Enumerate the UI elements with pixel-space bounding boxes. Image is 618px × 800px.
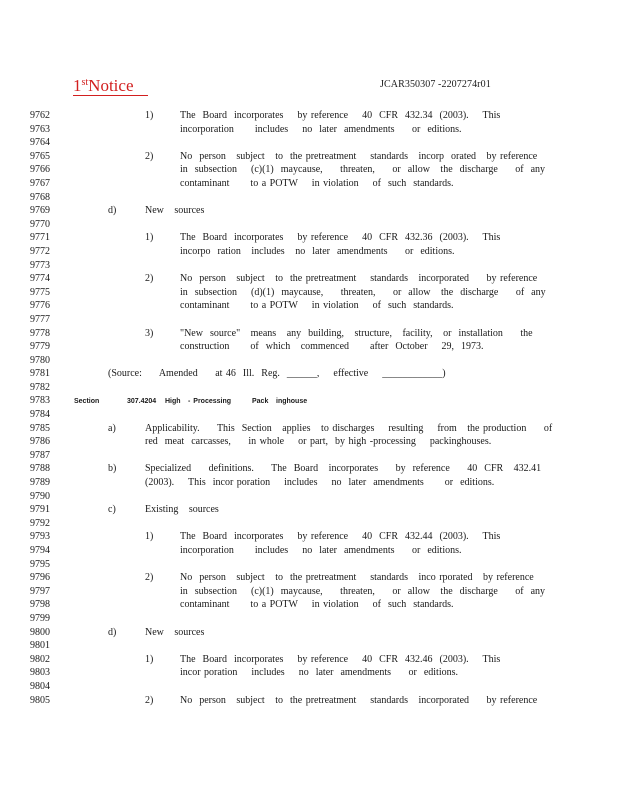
document-line [0, 367, 618, 381]
document-line [0, 381, 618, 395]
line-number: 9773 [30, 259, 50, 271]
line-number: 9798 [30, 599, 50, 611]
line-text: construction of which commenced after October 29, 1973. [180, 341, 484, 353]
line-text: No person subject to the pretreatment standards inco rporated by reference [180, 572, 534, 584]
doc-id: JCAR350307 -2207274r01 [380, 79, 491, 90]
line-text: The Board incorporates by reference 40 CFR 432.36 (2003). This [180, 232, 501, 244]
line-number: 9763 [30, 123, 50, 135]
line-text: 2) [145, 273, 154, 285]
document-line [0, 476, 618, 490]
document-line [0, 449, 618, 463]
line-number: 9805 [30, 694, 50, 706]
document-line [0, 136, 618, 150]
document-body [0, 109, 618, 707]
document-line [0, 694, 618, 708]
section-heading-text: High [165, 398, 181, 406]
line-number: 9778 [30, 327, 50, 339]
notice-superscript: st [81, 77, 89, 88]
line-number: 9786 [30, 436, 50, 448]
line-number: 9801 [30, 640, 50, 652]
document-line [0, 585, 618, 599]
line-number: 9794 [30, 545, 50, 556]
document-line [0, 503, 618, 517]
line-number: 9772 [30, 245, 50, 257]
line-text: d) [108, 205, 117, 217]
line-number: 9793 [30, 531, 50, 543]
notice-header [73, 74, 148, 96]
document-line [0, 327, 618, 341]
line-number: 9797 [30, 585, 50, 597]
line-number: 9800 [30, 626, 50, 638]
line-number: 9767 [30, 177, 50, 189]
line-text: 3) [145, 327, 154, 339]
line-number: 9795 [30, 558, 50, 570]
line-text: "New source" means any building, structure, facility, or installation the [180, 327, 533, 339]
document-line [0, 435, 618, 449]
line-text: red meat carcasses, in whole or part, by high -processing packinghouses. [145, 436, 492, 448]
line-text: (Source: Amended at 46 Ill. Reg. ______, effective ____________) [108, 368, 446, 380]
line-text: contaminant to a POTW in violation of such standards. [180, 177, 454, 189]
document-line [0, 558, 618, 572]
document-line [0, 612, 618, 626]
line-number: 9776 [30, 300, 50, 312]
document-line [0, 191, 618, 205]
document-line [0, 490, 618, 504]
line-text: contaminant to a POTW in violation of such standards. [180, 300, 454, 312]
line-text: Existing sources [145, 504, 219, 516]
line-number: 9796 [30, 572, 50, 584]
line-text: 1) [145, 232, 154, 244]
document-line [0, 163, 618, 177]
line-text: New sources [145, 626, 205, 638]
line-number: 9791 [30, 504, 50, 516]
document-line [0, 109, 618, 123]
line-text: 2) [145, 694, 154, 706]
line-number: 9783 [30, 395, 50, 407]
section-heading-text: Section [74, 398, 100, 406]
line-text: The Board incorporates by reference 40 CFR 432.46 (2003). This [180, 653, 501, 665]
line-text: incorpo ration includes no later amendments or editions. [180, 245, 455, 257]
document-line [0, 204, 618, 218]
line-number: 9789 [30, 477, 50, 489]
document-line [0, 462, 618, 476]
document-line [0, 218, 618, 232]
line-text: contaminant to a POTW in violation of such standards. [180, 599, 454, 611]
line-number: 9768 [30, 191, 50, 203]
document-line [0, 517, 618, 531]
document-line [0, 530, 618, 544]
line-number: 9787 [30, 449, 50, 461]
line-number: 9784 [30, 409, 50, 421]
line-number: 9777 [30, 313, 50, 325]
document-line [0, 231, 618, 245]
document-line [0, 680, 618, 694]
line-number: 9788 [30, 463, 50, 475]
line-text: incorporation includes no later amendments or editions. [180, 123, 462, 135]
line-text: (2003). This incor poration includes no later amendments or editions. [145, 477, 495, 489]
line-number: 9785 [30, 422, 50, 434]
line-number: 9804 [30, 680, 50, 692]
line-number: 9766 [30, 164, 50, 176]
line-number: 9774 [30, 273, 50, 285]
line-text: Applicability. This Section applies to discharges resulting from the production of [145, 422, 553, 434]
line-text: a) [108, 422, 116, 434]
line-text: incor poration includes no later amendments or editions. [180, 667, 458, 679]
line-number: 9769 [30, 205, 50, 217]
line-number: 9764 [30, 137, 50, 149]
document-line [0, 408, 618, 422]
document-line [0, 150, 618, 164]
line-number: 9792 [30, 517, 50, 529]
line-number: 9803 [30, 667, 50, 679]
line-text: No person subject to the pretreatment standards incorporated by reference [180, 694, 538, 706]
document-line [0, 394, 618, 408]
section-heading-text: 307.4204 [127, 398, 157, 406]
line-text: No person subject to the pretreatment standards incorp orated by reference [180, 150, 538, 162]
line-text: 1) [145, 110, 154, 121]
line-text: b) [108, 463, 117, 475]
line-number: 9779 [30, 341, 50, 353]
line-text: 1) [145, 531, 154, 543]
section-heading-text: - Processing [188, 398, 232, 406]
document-line [0, 422, 618, 436]
document-line [0, 177, 618, 191]
line-text: The Board incorporates by reference 40 CFR 432.34 (2003). This [180, 110, 501, 121]
section-heading-text: inghouse [276, 398, 308, 406]
line-text: in subsection (d)(1) maycause, threaten, or allow the discharge of any [180, 286, 546, 298]
document-line [0, 299, 618, 313]
document-line [0, 544, 618, 558]
line-number: 9762 [30, 110, 50, 121]
line-text: c) [108, 504, 116, 516]
document-line [0, 340, 618, 354]
document-line [0, 313, 618, 327]
line-number: 9790 [30, 490, 50, 502]
line-text: incorporation includes no later amendments or editions. [180, 545, 462, 556]
line-number: 9780 [30, 354, 50, 366]
line-number: 9771 [30, 232, 50, 244]
line-number: 9782 [30, 381, 50, 393]
line-number: 9799 [30, 612, 50, 624]
line-text: The Board incorporates by reference 40 CFR 432.44 (2003). This [180, 531, 501, 543]
line-number: 9802 [30, 653, 50, 665]
line-text: Specialized definitions. The Board incorporates by reference 40 CFR 432.41 [145, 463, 542, 475]
document-line [0, 639, 618, 653]
line-text: 2) [145, 150, 154, 162]
line-number: 9781 [30, 368, 50, 380]
line-text: No person subject to the pretreatment standards incorporated by reference [180, 273, 538, 285]
document-line [0, 286, 618, 300]
document-line [0, 354, 618, 368]
line-number: 9765 [30, 150, 50, 162]
document-line [0, 666, 618, 680]
line-text: in subsection (c)(1) maycause, threaten, or allow the discharge of any [180, 585, 546, 597]
line-number: 9770 [30, 218, 50, 230]
line-text: in subsection (c)(1) maycause, threaten, or allow the discharge of any [180, 164, 546, 176]
line-text: 1) [145, 653, 154, 665]
document-line [0, 626, 618, 640]
line-text: 2) [145, 572, 154, 584]
document-line [0, 598, 618, 612]
notice-number: 1 [73, 76, 82, 95]
document-line [0, 259, 618, 273]
document-line [0, 571, 618, 585]
line-number: 9775 [30, 286, 50, 298]
notice-word: Notice [88, 76, 134, 95]
document-line [0, 123, 618, 137]
line-text: New sources [145, 205, 205, 217]
document-line [0, 653, 618, 667]
document-line [0, 245, 618, 259]
section-heading-text: Pack [252, 398, 269, 406]
document-line [0, 272, 618, 286]
line-text: d) [108, 626, 117, 638]
